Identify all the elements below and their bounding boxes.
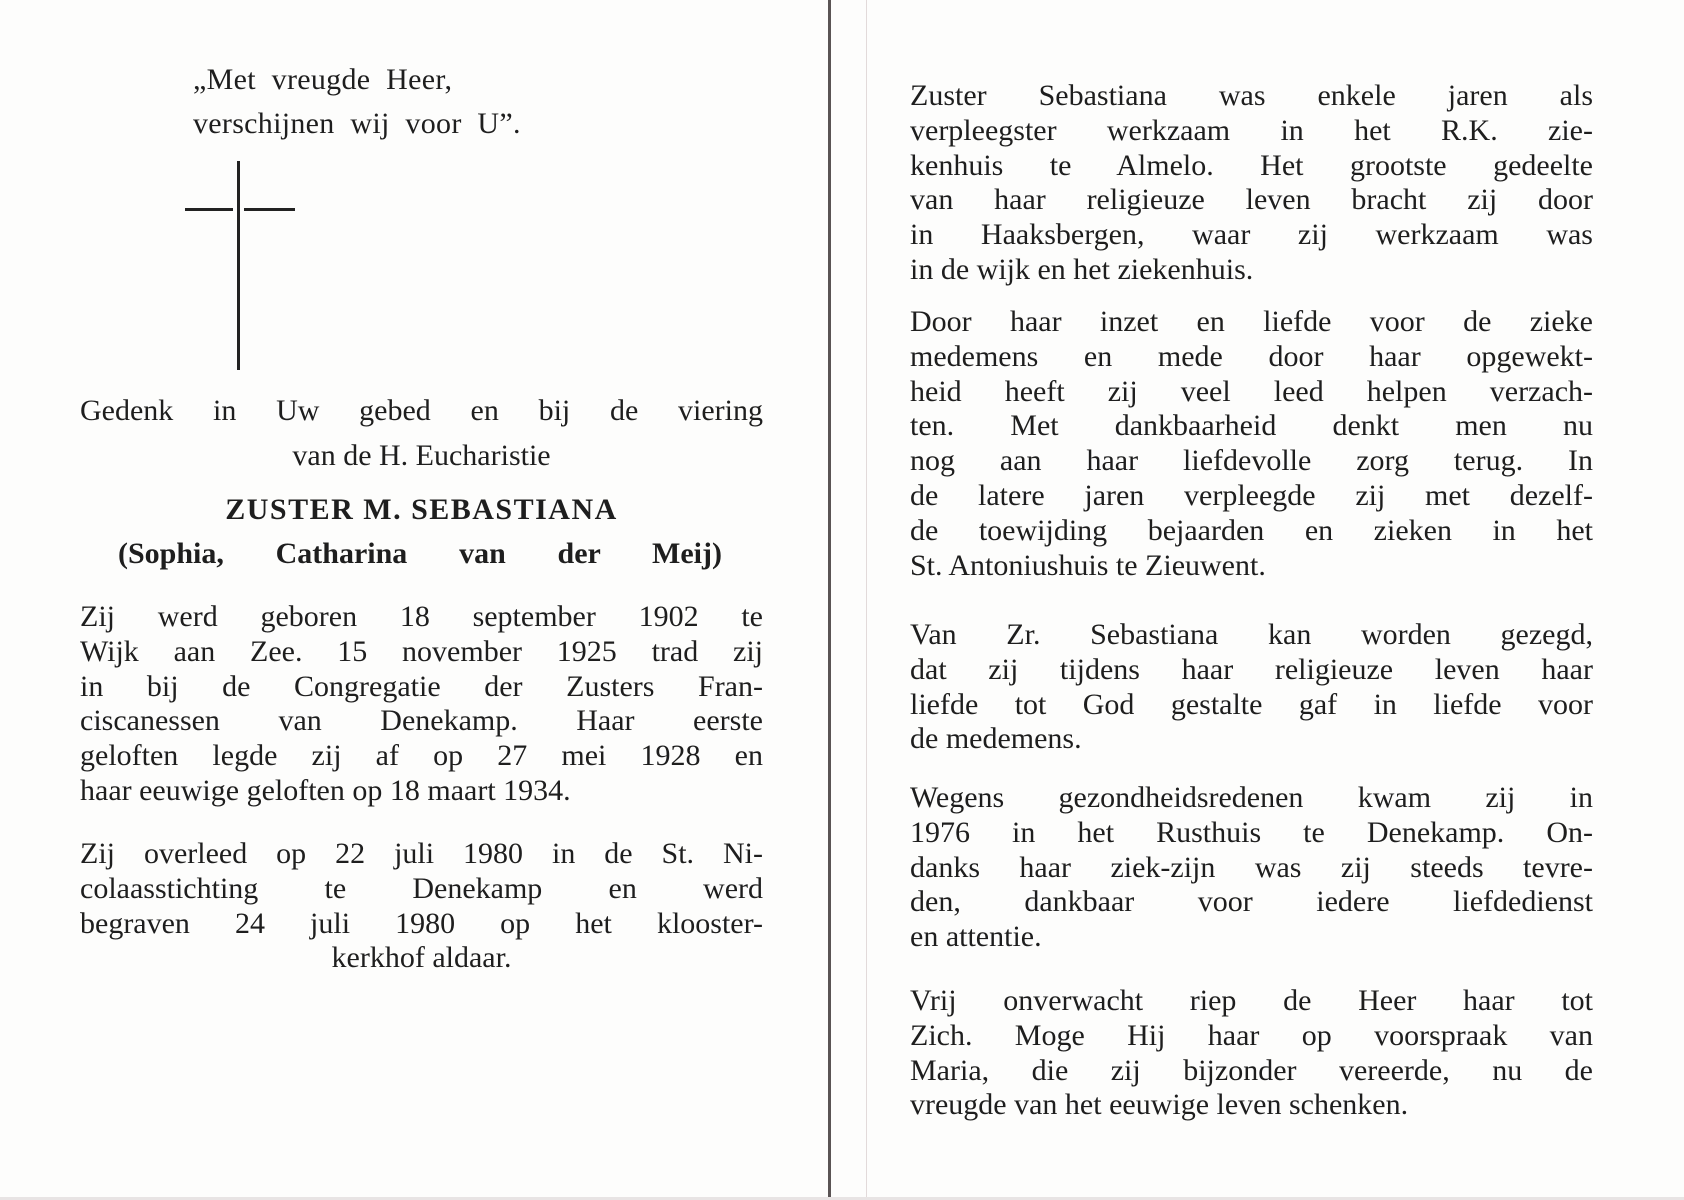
- card-edge: [866, 0, 867, 1200]
- text-line: kerkhof aldaar.: [331, 941, 512, 975]
- text-line: dat zij tijdens haar religieuze leven haar: [910, 652, 1593, 686]
- remember-line: van de H. Eucharistie: [292, 439, 551, 472]
- text-line: in Haaksbergen, waar zij werkzaam was: [910, 218, 1593, 252]
- remember-line: Gedenk in Uw gebed en bij de viering: [80, 394, 763, 427]
- text-line: verpleegster werkzaam in het R.K. zie-: [910, 113, 1593, 147]
- text-line: Wijk aan Zee. 15 november 1925 trad zij: [80, 634, 763, 668]
- right-paragraph: [910, 781, 1593, 955]
- text-line: Maria, die zij bijzonder vereerde, nu de: [910, 1053, 1593, 1087]
- text-line: vreugde van het eeuwige leven schenken.: [910, 1088, 1409, 1122]
- text-line: medemens en mede door haar opgewekt-: [910, 339, 1593, 373]
- text-line: Door haar inzet en liefde voor de zieke: [910, 305, 1593, 338]
- text-line: den, dankbaar voor iedere liefdedienst: [910, 885, 1593, 919]
- text-line: van haar religieuze leven bracht zij door: [910, 183, 1593, 217]
- right-paragraph: [910, 618, 1593, 757]
- right-paragraph: [910, 305, 1593, 583]
- right-paragraph: [910, 984, 1593, 1123]
- right-paragraph: [910, 79, 1593, 288]
- text-line: ciscanessen van Denekamp. Haar eerste: [80, 704, 763, 738]
- text-line: de medemens.: [910, 722, 1082, 756]
- text-line: colaasstichting te Denekamp en werd: [80, 871, 763, 905]
- text-line: in bij de Congregatie der Zusters Fran-: [80, 669, 763, 703]
- text-line: kenhuis te Almelo. Het grootste gedeelte: [910, 148, 1593, 182]
- birth-name: (Sophia, Catharina van der Meij): [118, 537, 722, 570]
- text-line: haar eeuwige geloften op 18 maart 1934.: [80, 773, 571, 807]
- text-line: Vrij onverwacht riep de Heer haar tot: [910, 984, 1593, 1017]
- deceased-name: ZUSTER M. SEBASTIANA: [225, 493, 618, 526]
- biography-paragraph: [80, 600, 763, 809]
- text-line: liefde tot God gestalte gaf in liefde voor: [910, 687, 1593, 721]
- remembrance-text: [80, 388, 763, 478]
- card-fold: [828, 0, 831, 1200]
- text-line: Wegens gezondheidsredenen kwam zij in: [910, 781, 1593, 814]
- death-paragraph: [80, 837, 763, 976]
- text-line: Zuster Sebastiana was enkele jaren als: [910, 79, 1593, 112]
- text-line: 1976 in het Rusthuis te Denekamp. On-: [910, 815, 1593, 849]
- text-line: St. Antoniushuis te Zieuwent.: [910, 548, 1266, 582]
- text-line: geloften legde zij af op 27 mei 1928 en: [80, 739, 763, 773]
- quote-line: verschijnen wij voor U”.: [193, 107, 521, 140]
- text-line: heid heeft zij veel leed helpen verzach-: [910, 374, 1593, 408]
- text-line: danks haar ziek-zijn was zij steeds tevre-: [910, 850, 1593, 884]
- text-line: begraven 24 juli 1980 op het klooster-: [80, 906, 763, 940]
- text-line: de toewijding bejaarden en zieken in het: [910, 513, 1593, 547]
- text-line: in de wijk en het ziekenhuis.: [910, 252, 1254, 286]
- text-line: de latere jaren verpleegde zij met dezelf-: [910, 478, 1593, 512]
- text-line: ten. Met dankbaarheid denkt men nu: [910, 409, 1593, 443]
- text-line: en attentie.: [910, 920, 1042, 954]
- quote-line: „Met vreugde Heer,: [193, 63, 453, 96]
- text-line: Zich. Moge Hij haar op voorspraak van: [910, 1018, 1593, 1052]
- text-line: Van Zr. Sebastiana kan worden gezegd,: [910, 618, 1593, 651]
- opening-quote: [193, 58, 521, 146]
- text-line: nog aan haar liefdevolle zorg terug. In: [910, 444, 1593, 478]
- text-line: Zij werd geboren 18 september 1902 te: [80, 600, 763, 633]
- text-line: Zij overleed op 22 juli 1980 in de St. Ni-: [80, 837, 763, 870]
